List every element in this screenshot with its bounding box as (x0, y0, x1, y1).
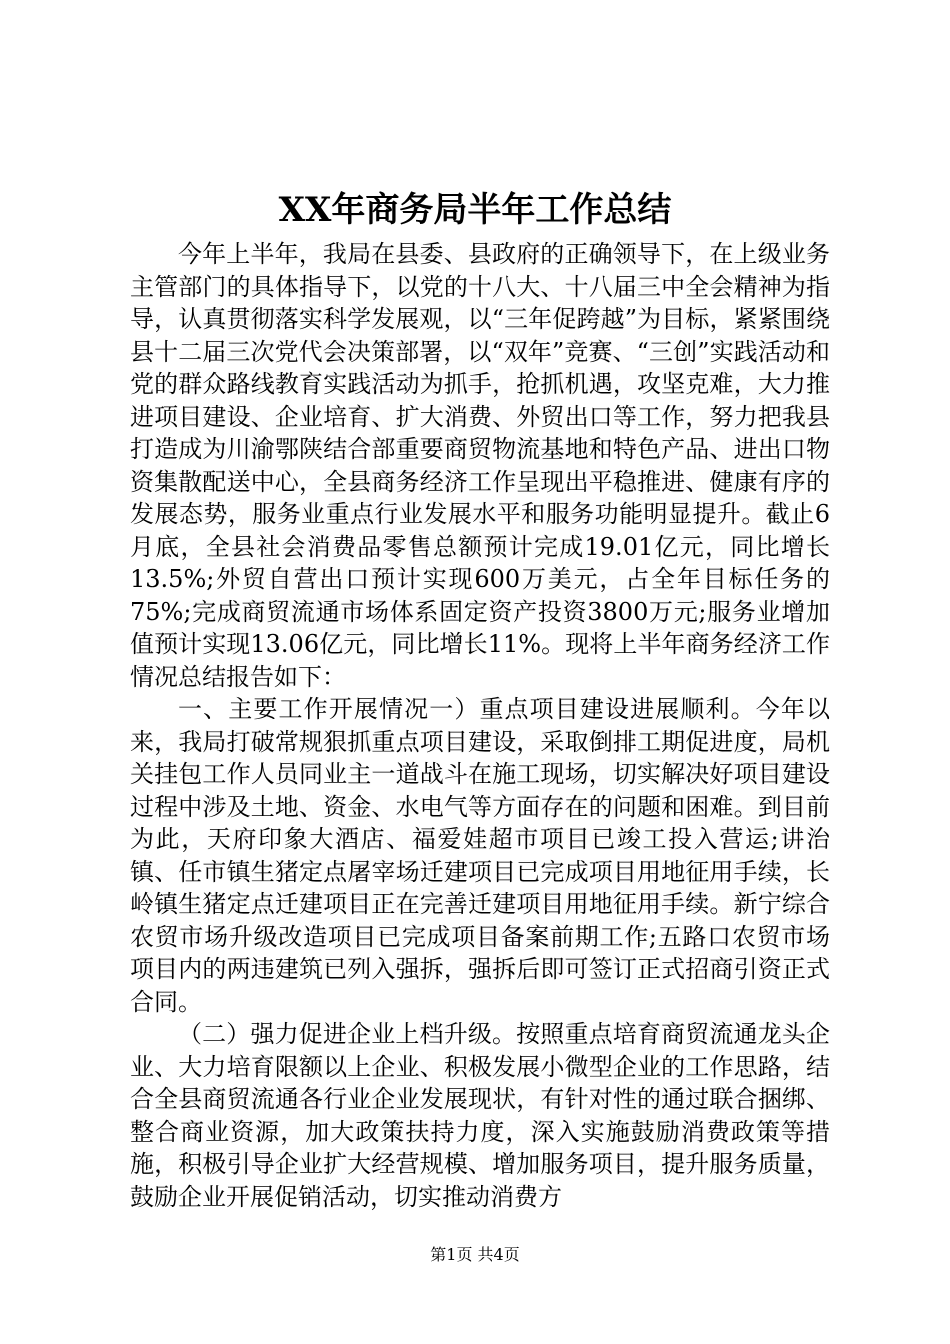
page-title: XX年商务局半年工作总结 (278, 190, 672, 230)
page-footer: 第1页 共4页 (430, 1245, 520, 1264)
paragraph-section-2: （二）强力促进企业上档升级。按照重点培育商贸流通龙头企业、大力培育限额以上企业、积极发展小微型企业的工作思路，结合全县商贸流通各行业企业发展现状，有针对性的通过联合捆绑、整合商业资源，加大政策扶持力度，深入实施鼓励消费政策等措施，积极引导企业扩大经营规模、增加服务项目，提升服务质量，鼓励企业开展促销活动，切实推动消费方 (130, 1020, 830, 1211)
document-body (130, 238, 830, 1213)
paragraph-section-1: 一、主要工作开展情况一）重点项目建设进展顺利。今年以来，我局打破常规狠抓重点项目建设，采取倒排工期促进度，局机关挂包工作人员同业主一道战斗在施工现场，切实解决好项目建设过程中涉及土地、资金、水电气等方面存在的问题和困难。到目前为此，天府印象大酒店、福爱娃超市项目已竣工投入营运;讲治镇、任市镇生猪定点屠宰场迁建项目已完成项目用地征用手续，长岭镇生猪定点迁建项目正在完善迁建项目用地征用手续。新宁综合农贸市场升级改造项目已完成项目备案前期工作;五路口农贸市场项目内的两违建筑已列入强拆，强拆后即可签订正式招商引资正式合同。 (130, 695, 830, 1016)
paragraph-intro: 今年上半年，我局在县委、县政府的正确领导下，在上级业务主管部门的具体指导下，以党的十八大、十八届三中全会精神为指导，认真贯彻落实科学发展观，以“三年促跨越”为目标，紧紧围绕县十二届三次党代会决策部署，以“双年”竞赛、“三创”实践活动和党的群众路线教育实践活动为抓手，抢抓机遇，攻坚克难，大力推进项目建设、企业培育、扩大消费、外贸出口等工作，努力把我县打造成为川渝鄂陕结合部重要商贸物流基地和特色产品、进出口物资集散配送中心，全县商务经济工作呈现出平稳推进、健康有序的发展态势，服务业重点行业发展水平和服务功能明显提升。截止6月底，全县社会消费品零售总额预计完成19.01亿元，同比增长13.5%;外贸自营出口预计实现600万美元，占全年目标任务的75%;完成商贸流通市场体系固定资产投资3800万元;服务业增加值预计实现13.06亿元，同比增长11%。现将上半年商务经济工作情况总结报告如下： (130, 240, 830, 691)
